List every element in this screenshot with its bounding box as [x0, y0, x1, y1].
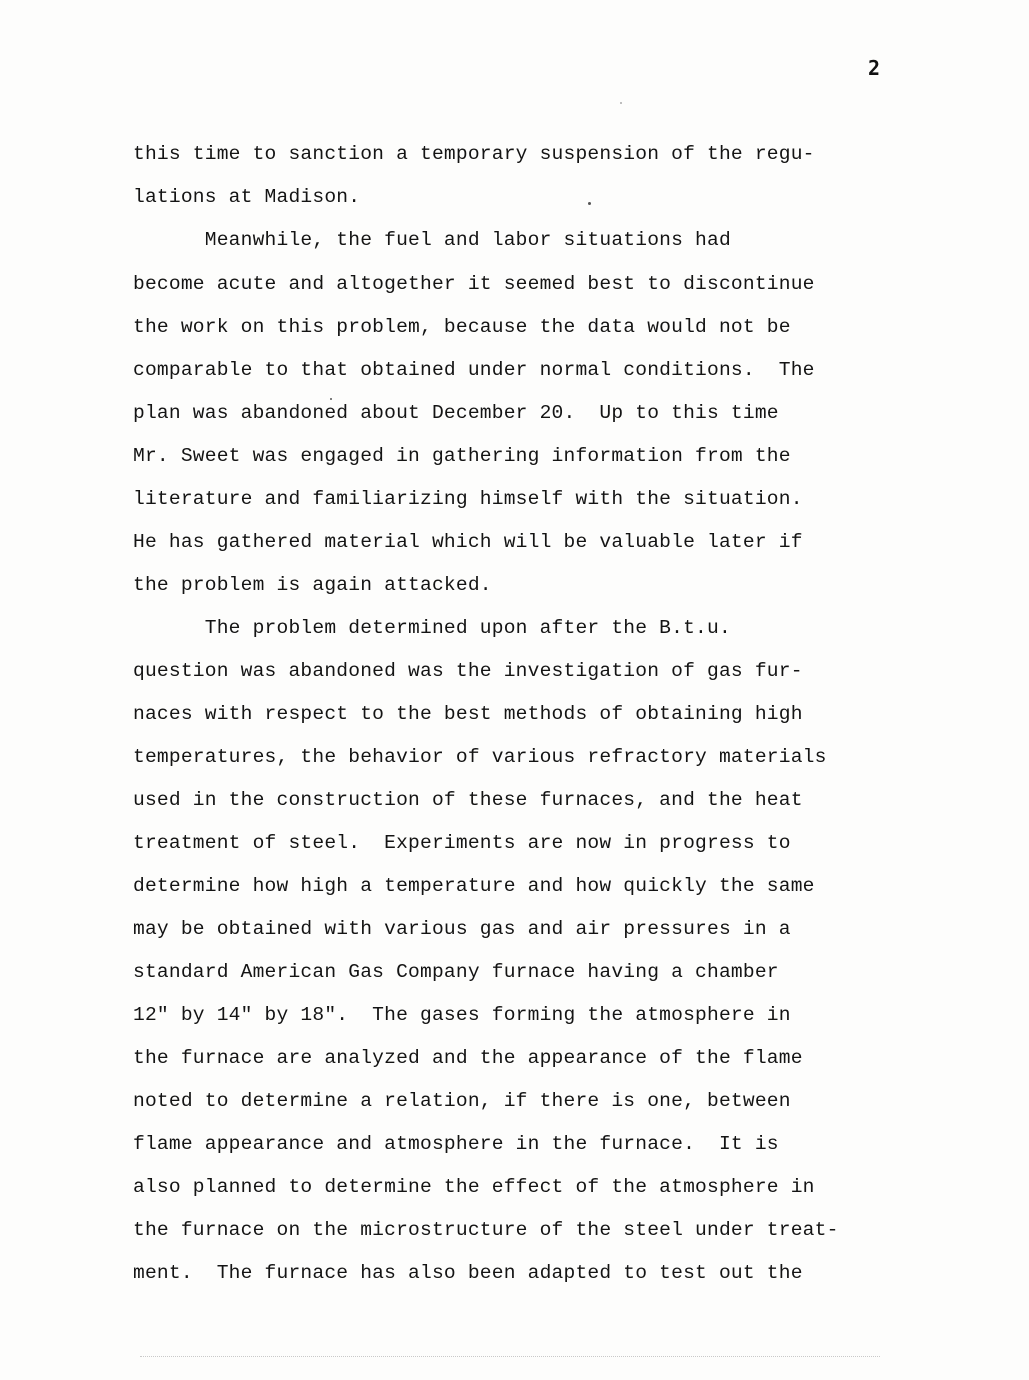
- page-number: 2: [868, 56, 881, 80]
- text-line: The problem determined upon after the B.t.u.: [133, 617, 731, 639]
- text-line: noted to determine a relation, if there is one, between: [133, 1090, 791, 1112]
- text-line: treatment of steel. Experiments are now in progress to: [133, 832, 791, 854]
- text-line: ment. The furnace has also been adapted to test out the: [133, 1262, 803, 1284]
- text-line: determine how high a temperature and how quickly the same: [133, 875, 815, 897]
- text-line: this time to sanction a temporary suspension of the regu-: [133, 143, 815, 165]
- paper-speck: [620, 102, 622, 104]
- text-line: flame appearance and atmosphere in the furnace. It is: [133, 1133, 779, 1155]
- paper-speck: [588, 202, 591, 205]
- text-line: question was abandoned was the investigation of gas fur-: [133, 660, 803, 682]
- scan-noise: [140, 1356, 880, 1359]
- text-line: Mr. Sweet was engaged in gathering information from the: [133, 445, 791, 467]
- text-line: the problem is again attacked.: [133, 574, 492, 596]
- text-line: the furnace on the microstructure of the steel under treat-: [133, 1219, 839, 1241]
- text-line: standard American Gas Company furnace having a chamber: [133, 961, 779, 983]
- text-line: 12" by 14" by 18". The gases forming the atmosphere in: [133, 1004, 791, 1026]
- text-line: become acute and altogether it seemed best to discontinue: [133, 273, 815, 295]
- text-line: Meanwhile, the fuel and labor situations had: [133, 229, 731, 251]
- text-line: comparable to that obtained under normal conditions. The: [133, 359, 815, 381]
- text-line: He has gathered material which will be valuable later if: [133, 531, 803, 553]
- text-line: may be obtained with various gas and air pressures in a: [133, 918, 791, 940]
- text-line: plan was abandoned about December 20. Up to this time: [133, 402, 779, 424]
- text-line: literature and familiarizing himself with the situation.: [133, 488, 803, 510]
- text-line: the furnace are analyzed and the appearance of the flame: [133, 1047, 803, 1069]
- text-line: lations at Madison.: [133, 186, 361, 208]
- paper-speck: [330, 398, 332, 400]
- text-line: naces with respect to the best methods of obtaining high: [133, 703, 803, 725]
- text-line: used in the construction of these furnaces, and the heat: [133, 789, 803, 811]
- text-line: temperatures, the behavior of various refractory materials: [133, 746, 827, 768]
- text-line: the work on this problem, because the data would not be: [133, 316, 791, 338]
- text-line: also planned to determine the effect of the atmosphere in: [133, 1176, 815, 1198]
